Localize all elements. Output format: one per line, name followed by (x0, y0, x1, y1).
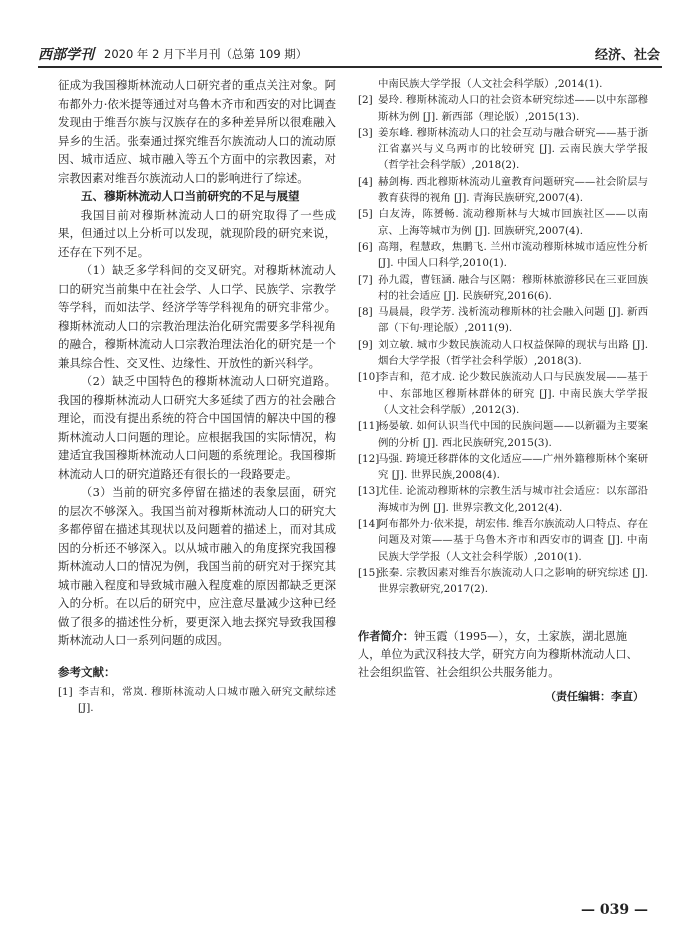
journal-logo: 西部学刊 (38, 47, 94, 63)
reference-text: 杨晏敏. 如何认识当代中国的民族问题——以新疆为主要案例的分析 [J]. 西北民族研究,2015(3). (378, 420, 648, 449)
reference-item (358, 76, 648, 92)
reference-item (58, 684, 336, 717)
reference-item (358, 174, 648, 207)
author-bio (358, 628, 648, 682)
body-paragraph-4: （3）当前的研究多停留在描述的表象层面，研究的层次不够深入。我国当前对穆斯林流动人口的研究大多都停留在描述其现状以及问题着的描述上，而对其成因的分析还不够深入。以从城市融入的角度探究我国穆斯林流动人口的情况为例，我国当前的研究对于探究其城市融入程度和导致城市融入程度难的原因都缺乏更深入的分析。在以后的研究中，应注意尽量减少这种已经做了很多的描述性分析，要更深入地去探究导致我国穆斯林流动人口一系列问题的成因。 (58, 485, 336, 647)
reference-number: [8] (358, 306, 373, 319)
page-number: — 039 — (581, 902, 648, 918)
reference-item (358, 206, 648, 239)
reference-item (358, 125, 648, 174)
intro-paragraph: 征成为我国穆斯林流动人口研究者的重点关注对象。阿布都外力·依米提等通过对乌鲁木齐市和西安的对比调查发现由于维吾尔族与汉族存在的多种差异所以很难融入异乡的生活。张秦通过探究维吾尔族流动人口的流动原因、城市适应、城市融入等五个方面中的宗教因素，对宗教因素对维吾尔族流动人口的影响进行了综述。 (58, 78, 336, 185)
reference-text: 张秦. 宗教因素对维吾尔族流动人口之影响的研究综述 [J]. 世界宗教研究,2017(2). (378, 566, 648, 596)
right-column (358, 76, 648, 704)
reference-number: [3] (358, 126, 373, 139)
body-paragraph-1: 我国目前对穆斯林流动人口的研究取得了一些成果，但通过以上分析可以发现，就现阶段的研究来说，还存在下列不足。 (58, 207, 336, 259)
responsible-editor: （责任编辑：李直） (545, 689, 644, 703)
reference-text: 孙九霞，曹钰涵. 融合与区隔：穆斯林旅游移民在三亚回族村的社会适应 [J]. 民族研究,2016(6). (378, 273, 648, 302)
reference-text: 中南民族大学学报（人文社会科学版）,2014(1). (378, 78, 603, 90)
reference-item (358, 598, 648, 614)
reference-list-right (358, 76, 648, 614)
reference-number: [1] (58, 685, 73, 698)
reference-text: 赫剑梅. 西北穆斯林流动儿童教育问题研究——社会阶层与教育获得的视角 [J]. 青海民族研究,2007(4). (378, 175, 648, 205)
reference-text: 李吉和，范才成. 论少数民族流动人口与民族发展——基于中、东部地区穆斯林群体的研究 [J]. 中南民族大学学报（人文社会科学版）,2012(3). (378, 371, 648, 416)
reference-number: [6] (358, 240, 373, 253)
reference-number: [11] (358, 420, 380, 433)
left-column (58, 76, 336, 716)
reference-item (358, 451, 648, 484)
reference-text: 尤佳. 论流动穆斯林的宗教生活与城市社会适应：以东部沿海城市为例 [J]. 世界宗教文化,2012(4). (378, 485, 648, 514)
reference-text: 白友涛，陈赟畅. 流动穆斯林与大城市回族社区——以南京、上海等城市为例 [J]. 回族研究,2007(4). (378, 208, 648, 237)
reference-number: [7] (358, 273, 373, 286)
reference-item (358, 483, 648, 516)
reference-item (358, 516, 648, 565)
reference-number: [2] (358, 94, 373, 107)
reference-item (358, 239, 648, 272)
reference-number: [15] (358, 566, 380, 579)
body-paragraph-3: （2）缺乏中国特色的穆斯林流动人口研究道路。我国的穆斯林流动人口研究大多延续了西方的社会融合理论，而没有提出系统的符合中国国情的解决中国的穆斯林流动人口问题的理论。应根据我国的实际情况，构建适宜我国穆斯林流动人口问题的系统理论。我国穆斯林流动人口的研究道路还有很长的一段路要走。 (58, 374, 336, 481)
body-paragraph-2: （1）缺乏多学科间的交叉研究。对穆斯林流动人口的研究当前集中在社会学、人口学、民族学、宗教学等学科，而如法学、经济学等学科视角的研究非常少。穆斯林流动人口的宗教治理法治化研究需要多学科视角的融合，穆斯林流动人口宗教治理法治化的研究是一个兼具综合性、交叉性、边缘性、开放性的新兴科学。 (58, 263, 336, 370)
reference-list-left (58, 684, 336, 717)
reference-text: 晏玲. 穆斯林流动人口的社会资本研究综述——以中东部穆斯林为例 [J]. 新西部（理论版）,2015(13). (378, 94, 648, 123)
reference-text: 李吉和，常岚. 穆斯林流动人口城市融入研究文献综述 [J]. (78, 685, 336, 714)
reference-text: 刘立敏. 城市少数民族流动人口权益保障的现状与出路 [J]. 烟台大学学报（哲学社会科学版）,2018(3). (378, 338, 648, 368)
reference-item (358, 369, 648, 418)
issue-info: 2020 年 2 月下半月刊（总第 109 期） (104, 47, 308, 61)
references-title: 参考文献： (58, 664, 116, 679)
reference-text: 高翔，程慧政，焦鹏飞. 兰州市流动穆斯林城市适应性分析 [J]. 中国人口科学,2010(1). (378, 240, 648, 270)
section-heading: 五、穆斯林流动人口当前研究的不足与展望 (81, 189, 300, 203)
reference-number: [5] (358, 208, 373, 221)
reference-number: [9] (358, 338, 373, 351)
reference-number: [10] (358, 371, 380, 384)
reference-text: 马强. 跨境迁移群体的文化适应——广州外籍穆斯林个案研究 [J]. 世界民族,2008(4). (378, 452, 648, 482)
reference-item (358, 272, 648, 305)
reference-item (358, 92, 648, 125)
reference-item (358, 337, 648, 370)
reference-item (358, 418, 648, 451)
reference-number: [14] (358, 518, 380, 531)
reference-item (358, 304, 648, 337)
reference-number: [12] (358, 452, 380, 465)
reference-text: 马晨晨，段学芳. 浅析流动穆斯林的社会融入问题 [J]. 新西部（下旬·理论版）,2011(9). (378, 306, 648, 335)
reference-text: 阿布都外力·依米提，胡宏伟. 维吾尔族流动人口特点、存在问题及对策——基于乌鲁木齐市和西安市的调查 [J]. 中南民族大学学报（人文社会科学版）,2010(1). (378, 518, 648, 563)
section-name: 经济、社会 (594, 48, 660, 63)
reference-item (358, 565, 648, 598)
reference-text: 姜东峰. 穆斯林流动人口的社会互动与融合研究——基于浙江省嘉兴与义乌两市的比较研究 [J]. 云南民族大学学报（哲学社会科学版）,2018(2). (378, 126, 648, 172)
author-bio-label: 作者简介： (358, 629, 414, 643)
reference-number: [4] (358, 175, 373, 188)
page-header (38, 40, 662, 68)
reference-number: [13] (358, 485, 380, 498)
author-bio-text: 钟玉霞（1995—），女，土家族，湖北恩施人，单位为武汉科技大学，研究方向为穆斯林流动人口、社会组织监管、社会组织公共服务能力。 (358, 629, 638, 679)
